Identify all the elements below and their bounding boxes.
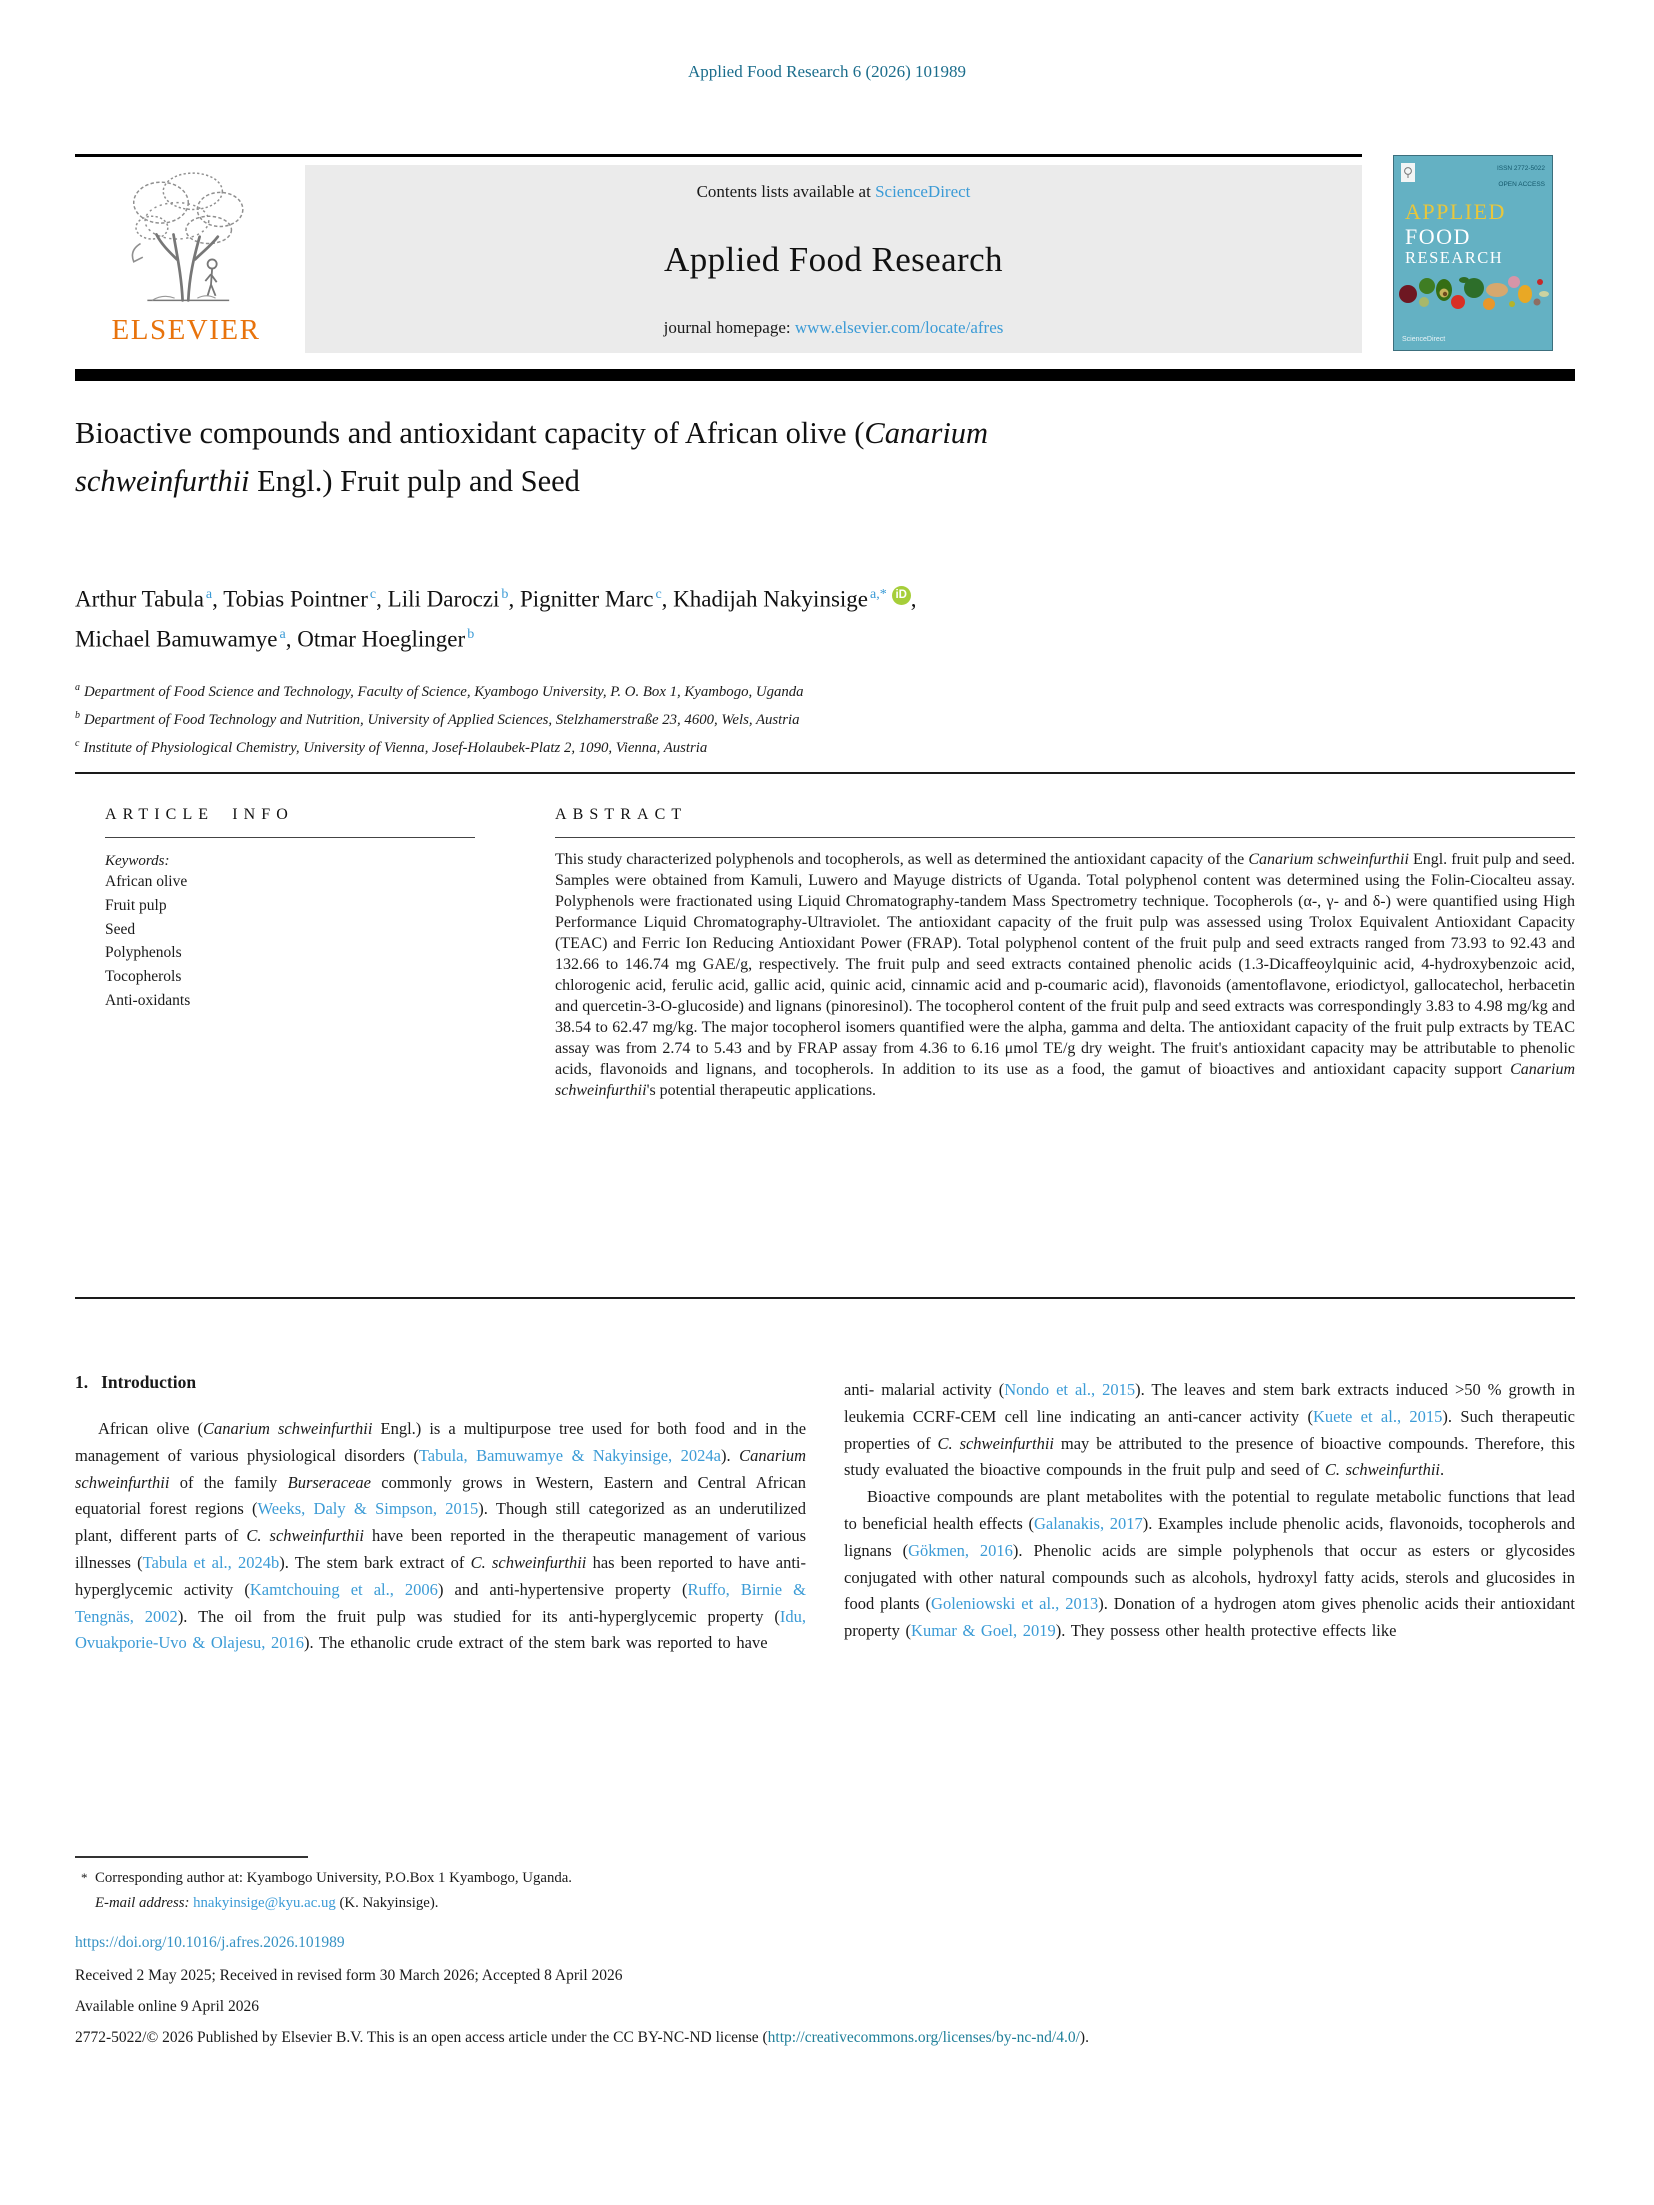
- affiliation-sup: c: [75, 737, 80, 749]
- intro-paragraph: [75, 1416, 806, 1657]
- divider: [75, 1297, 1575, 1299]
- article-info-section: [105, 806, 475, 1013]
- affiliation-ref: b: [467, 625, 475, 642]
- text-run: .: [1439, 1460, 1445, 1480]
- cover-open-access: OPEN ACCESS: [1498, 181, 1545, 188]
- email-line: [75, 1891, 806, 1916]
- text-run: , Lili Daroczi: [376, 586, 500, 612]
- italic-text: C. schweinfurthii: [937, 1433, 1054, 1453]
- italic-text: schweinfurthii: [75, 464, 250, 498]
- license-line: [75, 2028, 1575, 2048]
- section-number: 1.: [75, 1372, 89, 1392]
- affiliation-ref: c: [655, 586, 662, 602]
- affiliation-text: Department of Food Science and Technology, Faculty of Science, Kyambogo University, P. O. Box 1, Kyambogo, Uganda: [84, 683, 804, 700]
- doi-link[interactable]: https://doi.org/10.1016/j.afres.2026.101989: [75, 1934, 345, 1951]
- keyword-item: Fruit pulp: [105, 896, 167, 914]
- affiliation-row: [75, 676, 1475, 704]
- cover-title: [1405, 200, 1506, 268]
- cover-title-line2: FOOD: [1405, 223, 1471, 249]
- citation-link[interactable]: Kuete et al., 2015: [1312, 1406, 1443, 1426]
- elsevier-wordmark: ELSEVIER: [111, 314, 261, 346]
- text-run: ). Such therapeutic properties of: [844, 1406, 1575, 1453]
- cover-elsevier-logo-icon: [1401, 163, 1415, 182]
- section-heading: [75, 1372, 806, 1393]
- divider: [105, 837, 475, 838]
- elsevier-logo[interactable]: [75, 164, 297, 362]
- italic-text: Canarium schweinfurthii: [75, 1445, 806, 1492]
- text-run: ) and anti-hypertensive property (: [437, 1579, 688, 1599]
- text-run: This study characterized polyphenols and tocopherols, as well as determined the antioxidant capacity of the: [555, 851, 1249, 868]
- intro-left-column: [75, 1372, 806, 1657]
- text-run: ). The oil from the fruit pulp was studied for its anti-hyperglycemic property (: [177, 1606, 780, 1626]
- footnote-star: *: [81, 1870, 88, 1885]
- affiliation-row: [75, 732, 1475, 760]
- cover-food-illustration: [1394, 270, 1552, 316]
- italic-text: E-mail address:: [95, 1895, 190, 1911]
- citation-link[interactable]: Idu, Ovuakporie-Uvo & Olajesu, 2016: [75, 1606, 806, 1653]
- keywords-label: Keywords:: [105, 853, 170, 869]
- article-title: [75, 409, 1415, 505]
- affiliation-ref: b: [501, 586, 509, 602]
- citation-link[interactable]: Ruffo, Birnie & Tengnäs, 2002: [75, 1579, 806, 1626]
- citation-link[interactable]: Galanakis, 2017: [1033, 1513, 1143, 1533]
- text-run: Engl. fruit pulp and seed. Samples were obtained from Kamuli, Luwero and Mayuge districts of Uganda. Total polyphenol content was determined using the Folin-Ciocalteu assay. Polyphenols were fractionated using Liquid Chromatography-tandem Mass Spectrometry technique. Tocopherols (α-, γ- and δ-) were quantified using High Performance Liquid Chromatography-Ultraviolet. The antioxidant capacity of the fruit pulp was assessed using Trolox Equivalent Antioxidant Capacity (TEAC) and Ferric Ion Reducing Antioxidant Power (FRAP). Total polyphenol content of the fruit pulp and seed extracts ranged from 73.93 to 92.43 and 132.66 to 146.74 mg GAE/g, respectively. The fruit pulp and seed extracts contained phenolic acids (1.3-Dicaffeoylquinic acid, 4-hydroxybenzoic acid, chlorogenic acid, ferulic acid, gallic acid, quinic acid, cinnamic acid and p-coumaric acid), flavonoids (amentoflavone, eriodictyol, gallocatechol, herbacetin and quercetin-3-O-glucoside) and lignans (pinoresinol). The tocopherol content of the fruit pulp and seed extracts was correspondingly 3.83 to 4.98 mg/kg and 38.54 to 62.47 mg/kg. The major tocopherol isomers quantified were the alpha, gamma and delta. The antioxidant capacity of the fruit pulp extracts by TEAC assay was from 2.74 to 5.43 and by FRAP assay from 4.36 to 6.16 μmol TE/g dry weight. The fruit's antioxidant capacity may be attributable to phenolic acids, flavonoids and lignans, and tocopherols. In addition to its use as a food, the gamut of bioactives and antioxidant capacity support: [555, 851, 1576, 1078]
- journal-cover[interactable]: [1393, 155, 1553, 351]
- text-run: ). Examples include phenolic acids, flavonoids, tocopherols and lignans (: [844, 1513, 1575, 1560]
- abstract-text: [555, 849, 1575, 1101]
- text-run: of the family: [169, 1472, 288, 1492]
- italic-text: Canarium schweinfurthii: [555, 1061, 1575, 1099]
- affiliation-ref: a: [205, 586, 213, 602]
- text-run: ). They possess other health protective effects like: [1055, 1621, 1397, 1641]
- keyword-item: Polyphenols: [105, 944, 182, 962]
- italic-text: Canarium: [864, 416, 989, 450]
- italic-text: C. schweinfurthii: [246, 1526, 364, 1546]
- text-run: ).: [1079, 2029, 1089, 2046]
- elsevier-tree-icon: [102, 164, 270, 314]
- text-run: Arthur Tabula: [75, 586, 204, 612]
- journal-banner: [305, 165, 1362, 353]
- affiliation-ref: a: [279, 625, 286, 642]
- italic-text: C. schweinfurthii: [1324, 1460, 1440, 1480]
- text-run: ). Donation of a hydrogen atom gives phenolic acids their antioxidant property (: [844, 1594, 1575, 1641]
- text-run: ). The ethanolic crude extract of the stem bark was reported to have: [304, 1633, 768, 1653]
- email-link[interactable]: hnakyinsige@kyu.ac.ug: [193, 1895, 336, 1911]
- keyword-item: Seed: [105, 920, 136, 938]
- footnote-text: Corresponding author at: Kyambogo University, P.O.Box 1 Kyambogo, Uganda.: [95, 1870, 573, 1886]
- article-info-heading: ARTICLE INFO: [105, 806, 294, 823]
- text-run: may be attributed to the presence of bioactive compounds. Therefore, this study evaluated the bioactive compounds in the fruit pulp and seed of: [844, 1433, 1575, 1480]
- text-run: ). The leaves and stem bark extracts induced >50 % growth in leukemia CCRF-CEM cell line indicating an anti-cancer activity (: [844, 1380, 1575, 1426]
- text-run: , Tobias Pointner: [212, 586, 368, 612]
- intro-right-column: [844, 1377, 1575, 1645]
- received-dates: Received 2 May 2025; Received in revised form 30 March 2026; Accepted 8 April 2026: [75, 1967, 623, 1984]
- divider: [75, 1856, 308, 1858]
- text-run: has been reported to have anti-hyperglycemic activity (: [75, 1552, 806, 1599]
- citation-link[interactable]: Tabula, Bamuwamye & Nakyinsige, 2024a: [418, 1445, 721, 1465]
- text-run: ). Phenolic acids are simple polyphenols that occur as esters or glycosides conjugated with other natural compounds such as alcohols, hydroxyl fatty acids, sterols and glucosides in food plants (: [844, 1540, 1575, 1614]
- homepage-prefix: journal homepage:: [663, 318, 795, 337]
- affiliation-ref: a,*: [870, 586, 887, 602]
- affiliation-sup: b: [75, 709, 80, 721]
- journal-title: Applied Food Research: [664, 240, 1003, 279]
- cover-sciencedirect: ScienceDirect: [1402, 336, 1446, 343]
- footnote: [75, 1856, 806, 1916]
- citation-link[interactable]: Tabula et al., 2024b: [142, 1552, 280, 1572]
- cover-title-line1: APPLIED: [1405, 199, 1506, 224]
- cover-title-line3: RESEARCH: [1405, 248, 1504, 268]
- italic-text: Canarium schweinfurthii: [203, 1419, 373, 1438]
- text-run: African olive (: [98, 1419, 204, 1438]
- affiliation-sup: a: [75, 682, 80, 693]
- italic-text: Canarium schweinfurthii: [1248, 851, 1409, 868]
- text-run: ). The stem bark extract of: [279, 1552, 471, 1572]
- citation-link[interactable]: Nondo et al., 2015: [1004, 1380, 1136, 1399]
- homepage-line: [664, 318, 1004, 338]
- corresponding-author-note: [75, 1866, 806, 1891]
- citation-link[interactable]: Gökmen, 2016: [908, 1540, 1013, 1560]
- homepage-link[interactable]: www.elsevier.com/locate/afres: [794, 318, 1004, 337]
- text-run: Engl.) is a multipurpose tree used for both food and in the management of various physiological disorders (: [75, 1419, 807, 1465]
- keyword-item: Anti-oxidants: [105, 991, 191, 1009]
- text-run: Bioactive compounds and antioxidant capacity of African olive (: [75, 416, 865, 450]
- citation-link[interactable]: Goleniowski et al., 2013: [931, 1594, 1099, 1614]
- sciencedirect-link[interactable]: ScienceDirect: [875, 182, 971, 201]
- divider: [555, 837, 1575, 838]
- section-title: Introduction: [101, 1372, 197, 1392]
- affiliation-row: [75, 704, 1475, 732]
- orcid-icon[interactable]: iD: [892, 586, 911, 605]
- text-run: (K. Nakyinsige).: [335, 1895, 439, 1911]
- text-run: 2772-5022/© 2026 Published by Elsevier B.V. This is an open access article under the CC BY-NC-ND license (: [75, 2029, 768, 2046]
- intro-paragraph: [844, 1377, 1575, 1484]
- text-run: anti- malarial activity (: [844, 1380, 1005, 1399]
- abstract-heading: ABSTRACT: [555, 806, 688, 823]
- citation-link[interactable]: Kumar & Goel, 2019: [911, 1621, 1056, 1641]
- text-run: 's potential therapeutic applications.: [646, 1082, 877, 1099]
- contents-prefix: Contents lists available at: [696, 182, 876, 201]
- abstract-section: [555, 806, 1575, 1101]
- italic-text: Burseraceae: [287, 1472, 371, 1492]
- contents-line: [697, 182, 971, 202]
- citation-link[interactable]: Kamtchouing et al., 2006: [249, 1579, 438, 1599]
- cover-issn: ISSN 2772-5022: [1496, 165, 1545, 172]
- citation-link[interactable]: Weeks, Daly & Simpson, 2015: [257, 1499, 479, 1519]
- keyword-item: African olive: [105, 873, 188, 890]
- text-run: Michael Bamuwamye: [75, 626, 278, 652]
- text-run: have been reported in the therapeutic management of various illnesses (: [75, 1526, 807, 1572]
- text-run: ).: [720, 1445, 740, 1465]
- text-run: , Pignitter Marc: [508, 586, 654, 612]
- text-run: ). Though still categorized as an underutilized plant, different parts of: [75, 1499, 806, 1546]
- affiliations: [75, 676, 1475, 760]
- journal-ref: Applied Food Research 6 (2026) 101989: [687, 62, 967, 81]
- text-run: Engl.) Fruit pulp and Seed: [249, 464, 580, 498]
- article-footer: [75, 1933, 1575, 2048]
- keyword-item: Tocopherols: [105, 968, 182, 986]
- license-link[interactable]: http://creativecommons.org/licenses/by-nc-nd/4.0/: [767, 2029, 1080, 2046]
- author-list: [75, 577, 1515, 656]
- text-run: , Otmar Hoeglinger: [285, 626, 466, 652]
- divider: [75, 772, 1575, 774]
- divider: [75, 369, 1575, 381]
- keywords-list: [105, 870, 475, 1013]
- text-run: ,: [910, 586, 917, 612]
- text-run: , Khadijah Nakyinsige: [661, 586, 868, 612]
- available-online: Available online 9 April 2026: [75, 1998, 259, 2015]
- affiliation-text: Department of Food Technology and Nutrition, University of Applied Sciences, Stelzhamerstraße 23, 4600, Wels, Austria: [84, 711, 800, 728]
- text-run: commonly grows in Western, Eastern and Central African equatorial forest regions (: [75, 1472, 806, 1519]
- divider: [75, 154, 1362, 157]
- affiliation-text: Institute of Physiological Chemistry, University of Vienna, Josef-Holaubek-Platz 2, 1090, Vienna, Austria: [83, 739, 708, 756]
- italic-text: C. schweinfurthii: [470, 1552, 587, 1572]
- intro-paragraph: [844, 1484, 1575, 1645]
- affiliation-ref: c: [369, 586, 377, 602]
- text-run: Bioactive compounds are plant metabolites with the potential to regulate metabolic functions that lead to beneficial health effects (: [844, 1487, 1575, 1533]
